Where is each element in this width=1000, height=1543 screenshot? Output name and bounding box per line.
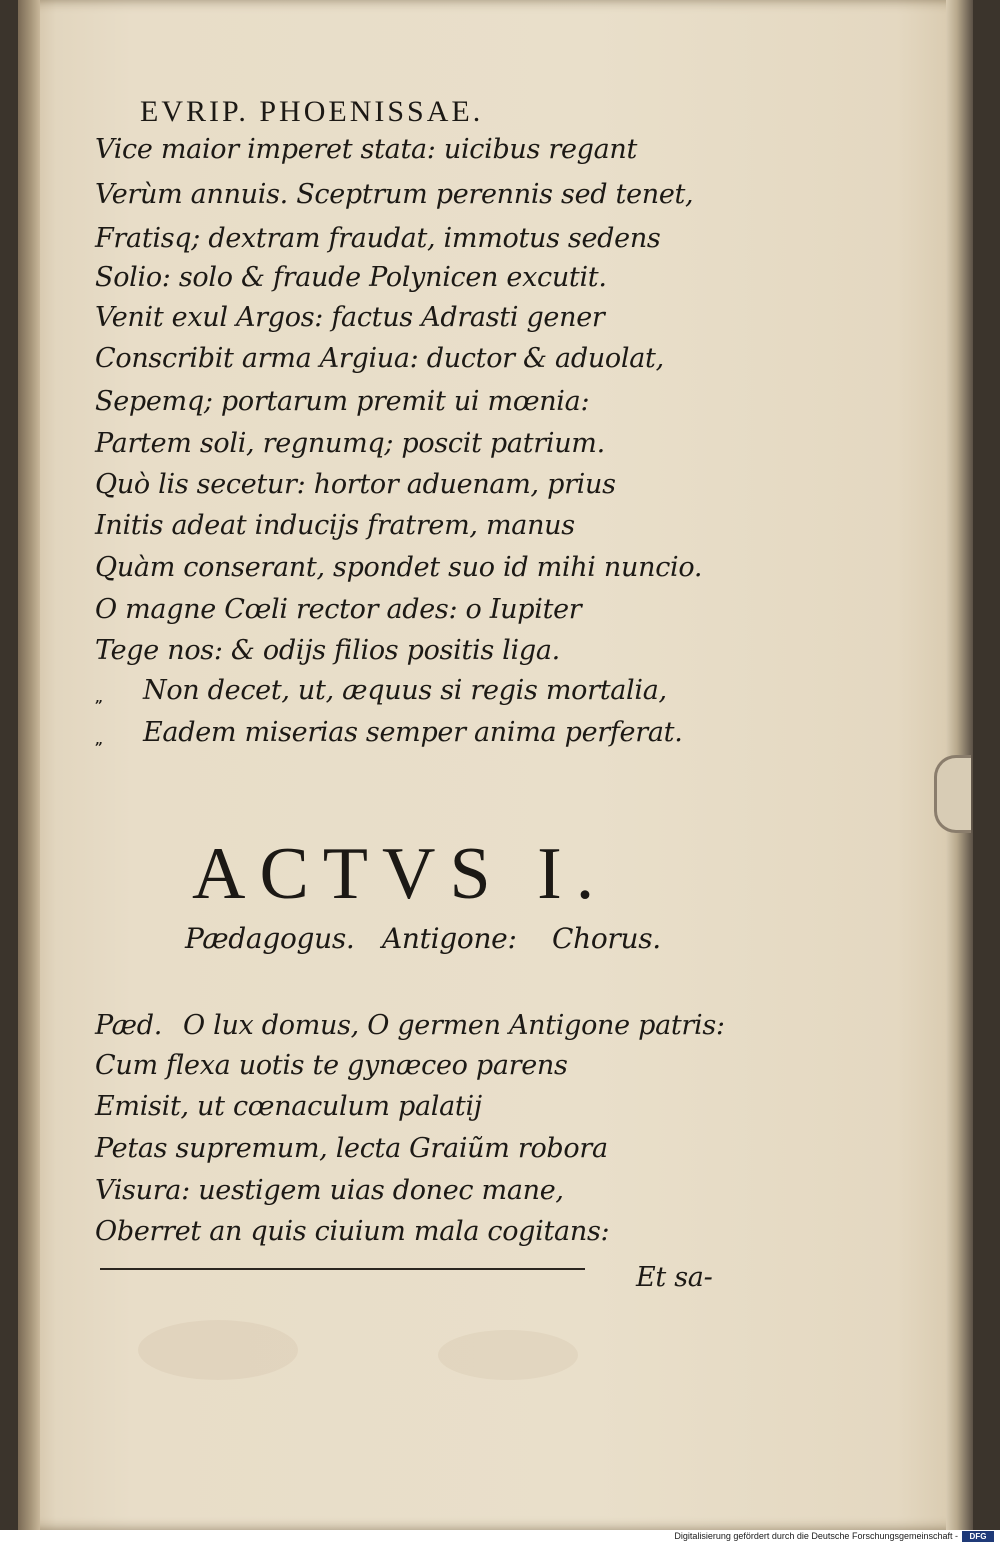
- funding-credit: Digitalisierung gefördert durch die Deutsche Forschungsgemeinschaft -: [674, 1531, 958, 1541]
- sententia-line: Eadem miserias semper anima perferat.: [143, 717, 683, 748]
- verse-line: Sepemq; portarum premit ui mœnia:: [95, 386, 590, 417]
- sententia-line: Non decet, ut, æquus si regis mortalia,: [143, 675, 667, 706]
- persona-name: Chorus.: [552, 922, 661, 955]
- paper-stain: [138, 1320, 298, 1380]
- persona-name: Pædagogus.: [185, 922, 355, 955]
- verse-line: Initis adeat inducijs fratrem, manus: [95, 510, 575, 541]
- verse-line: Partem soli, regnumq; poscit patrium.: [95, 428, 605, 459]
- book-spine: [18, 0, 40, 1530]
- verse-line: Quàm conserant, spondet suo id mihi nuncio.: [95, 552, 703, 583]
- sententia-mark: „: [95, 690, 104, 706]
- dialogue-line: Oberret an quis ciuium mala cogitans:: [95, 1216, 610, 1247]
- dialogue-line: Emisit, ut cœnaculum palatij: [95, 1091, 482, 1122]
- persona-name: Antigone:: [382, 922, 517, 955]
- dialogue-line: O lux domus, O germen Antigone patris:: [183, 1010, 725, 1041]
- underline-mark: [100, 1268, 585, 1270]
- clasp-tab: [934, 755, 971, 833]
- dialogue-line: Cum flexa uotis te gynæceo parens: [95, 1050, 568, 1081]
- act-heading: ACTVS I.: [192, 833, 609, 915]
- verse-line: Verùm annuis. Sceptrum perennis sed tenet,: [95, 179, 694, 210]
- speaker-label: Pæd.: [95, 1010, 162, 1041]
- verse-line: O magne Cœli rector ades: o Iupiter: [95, 594, 582, 625]
- verse-line: Solio: solo & fraude Polynicen excutit.: [95, 262, 607, 293]
- verse-line: Conscribit arma Argiua: ductor & aduolat,: [95, 343, 664, 374]
- dialogue-line: Petas supremum, lecta Graiũm robora: [95, 1133, 608, 1164]
- verse-line: Vice maior imperet stata: uicibus regant: [95, 134, 638, 165]
- verse-line: Fratisq; dextram fraudat, immotus sedens: [95, 223, 661, 254]
- catchword: Et sa-: [636, 1262, 713, 1293]
- paper-stain: [438, 1330, 578, 1380]
- verse-line: Tege nos: & odijs filios positis liga.: [95, 635, 560, 666]
- verse-line: Quò lis secetur: hortor aduenam, prius: [95, 469, 616, 500]
- dfg-logo-icon: DFG: [962, 1531, 994, 1542]
- running-head: EVRIP. PHOENISSAE.: [140, 95, 484, 128]
- sententia-mark: „: [95, 732, 104, 748]
- verse-line: Venit exul Argos: factus Adrasti gener: [95, 302, 605, 333]
- dialogue-line: Visura: uestigem uias donec mane,: [95, 1175, 564, 1206]
